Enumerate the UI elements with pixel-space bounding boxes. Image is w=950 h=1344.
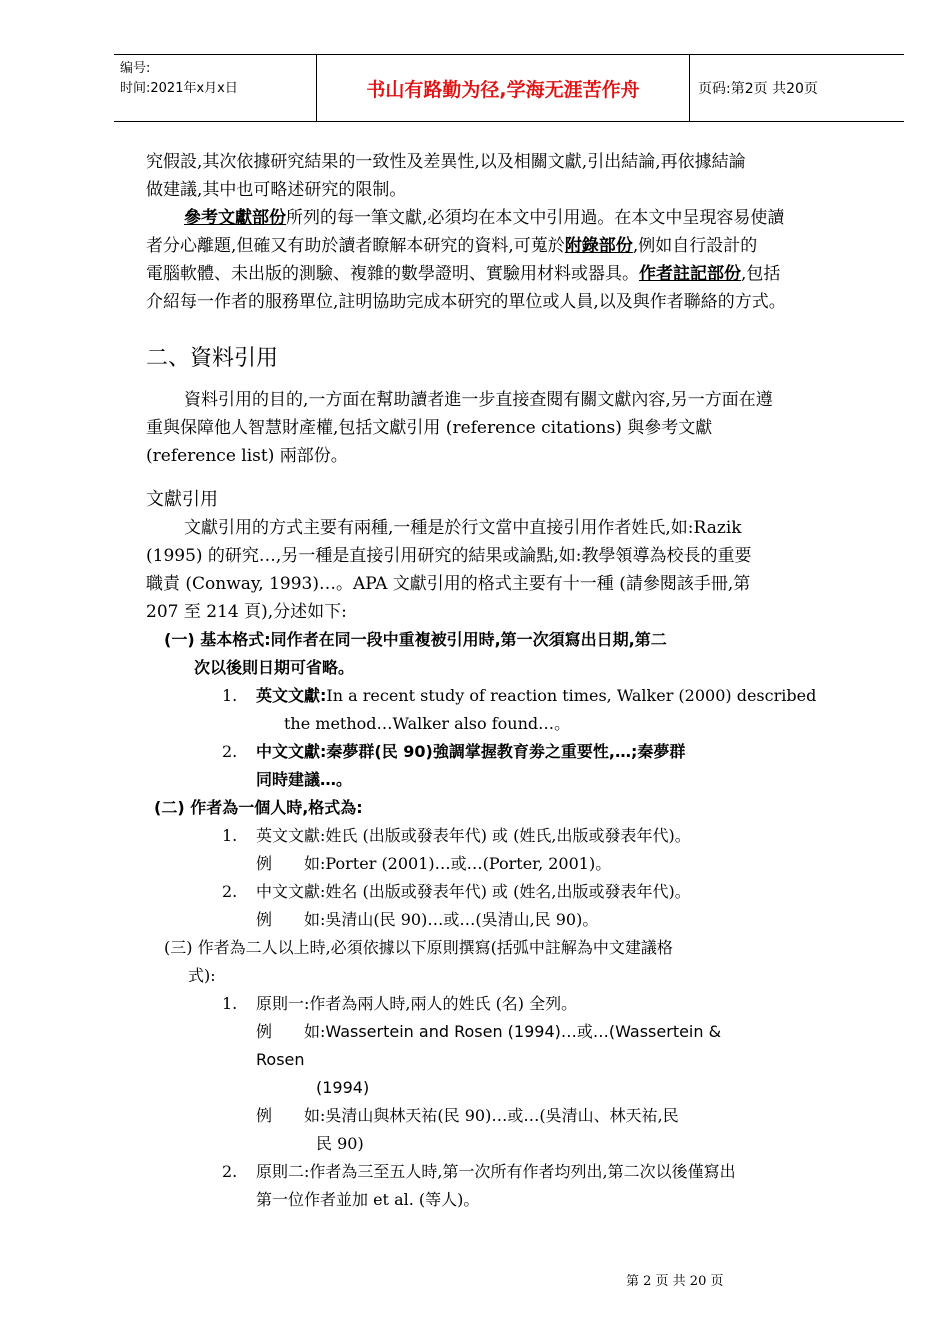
item3-sub1-example2-b: 民 90) [316,1134,364,1153]
item3-sub2-num: 2. [222,1162,238,1181]
item3-sub1-line1: 原則一:作者為兩人時,兩人的姓氏 (名) 全列。 [256,994,578,1013]
item2-sub2-line1: 中文文獻:姓名 (出版或發表年代) 或 (姓名,出版或發表年代)。 [256,882,691,901]
para2-line3-text: 電腦軟體、未出版的測驗、複雜的數學證明、實驗用材料或器具。 [146,264,639,284]
item2-line1: (二) 作者為一個人時,格式為: [154,798,363,817]
item3-sub1-num: 1. [222,994,238,1013]
item3-sub1-example-a: Wassertein and Rosen (1994)…或…(Wassertein & [325,1022,722,1041]
para2-line1 [146,204,891,232]
para2-line3 [146,260,891,288]
item2-sub1-num: 1. [222,826,238,845]
header-meta-cell [114,55,317,122]
appendix-section-link: 附錄部份 [564,236,633,256]
para4-line3: 職責 (Conway, 1993)…。APA 文獻引用的格式主要有十一種 (請參閱該手冊,第 [146,574,751,594]
item2-sub2-example: 吳清山(民 90)…或…(吳清山,民 90)。 [325,910,599,929]
item2-sub1-line1: 英文文獻:姓氏 (出版或發表年代) 或 (姓氏,出版或發表年代)。 [256,826,691,845]
ref-section-link: 參考文獻部份 [184,208,286,228]
para2-line4: 介紹每一作者的服務單位,註明協助完成本研究的單位或人員,以及與作者聯絡的方式。 [146,292,786,312]
header-page-info: 页码:第2页 共20页 [690,55,905,122]
item2-sub1-example: Porter (2001)…或…(Porter, 2001)。 [325,854,612,873]
item3-sub1-example-label: 例 如: [256,1022,326,1041]
para2-line1-text: 所列的每一筆文獻,必須均在本文中引用過。在本文中呈現容易使讀 [286,208,785,228]
para2-line2 [146,232,891,260]
item1-sub1-label: 英文文獻: [256,686,327,705]
item3-sub2-line2: 第一位作者並加 et al. (等人)。 [256,1190,480,1209]
para2-line3-tail: ,包括 [741,264,781,284]
para1-line2: 做建議,其中也可略述研究的限制。 [146,180,407,200]
para4-line2: (1995) 的研究…,另一種是直接引用研究的結果或論點,如:教學領導為校長的重要 [146,546,752,566]
item1-sub1-text: In a recent study of reaction times, Walker (2000) described [326,686,817,705]
item1-sub2-num: 2. [222,742,238,761]
item3-line1: (三) 作者為二人以上時,必須依據以下原則撰寫(括弧中註解為中文建議格 [164,938,673,957]
time-label: 时间:2021年x月x日 [120,81,238,96]
item2-sub2-num: 2. [222,882,238,901]
section-title: 二、資料引用 [146,346,279,371]
document-body [146,148,891,1214]
item3-sub1-example2-label: 例 如: [256,1106,326,1125]
item1-sub2-line1: 中文文獻:秦夢群(民 90)強調掌握教育劵之重要性,…;秦夢群 [256,742,686,761]
item3-sub1-example2-a: 吳清山與林天祐(民 90)…或…(吳清山、林天祐,民 [325,1106,679,1125]
author-note-link: 作者註記部份 [639,264,741,284]
page-footer: 第 2 页 共 20 页 [626,1274,724,1289]
item1-sub1-text2: the method…Walker also found…。 [284,714,571,733]
para2-line2-text: 者分心離題,但確又有助於讀者瞭解本研究的資料,可蒐於 [146,236,565,256]
para3-line2: 重與保障他人智慧財產權,包括文獻引用 (reference citations) 與參考文獻 [146,418,713,438]
serial-label: 编号: [120,61,151,76]
para2-line2-tail: ,例如自行設計的 [632,236,758,256]
para1-line1: 究假設,其次依據研究結果的一致性及差異性,以及相關文獻,引出結論,再依據結論 [146,152,746,172]
item1-line1: (一) 基本格式:同作者在同一段中重複被引用時,第一次須寫出日期,第二 [164,630,667,649]
item3-sub1-example-c: (1994) [316,1078,370,1097]
item2-sub2-example-label: 例 如: [256,910,326,929]
item2-sub1-example-label: 例 如: [256,854,326,873]
para3-line3: (reference list) 兩部份。 [146,446,348,466]
page-header [114,54,904,122]
item1-sub2-line2: 同時建議…。 [256,770,353,789]
item3-sub2-line1: 原則二:作者為三至五人時,第一次所有作者均列出,第二次以後僅寫出 [256,1162,736,1181]
item1-sub1-num: 1. [222,686,238,705]
item1-line2: 次以後則日期可省略。 [194,658,355,677]
subsection-title: 文獻引用 [146,489,218,510]
item3-line2: 式): [188,966,216,985]
header-motto: 书山有路勤为径,学海无涯苦作舟 [317,55,690,122]
para3-line1: 資料引用的目的,一方面在幫助讀者進一步直接查閱有關文獻內容,另一方面在遵 [184,390,773,410]
para4-line4: 207 至 214 頁),分述如下: [146,602,347,622]
para4-line1: 文獻引用的方式主要有兩種,一種是於行文當中直接引用作者姓氏,如:Razik [184,518,742,538]
item3-sub1-example-b: Rosen [256,1050,305,1069]
